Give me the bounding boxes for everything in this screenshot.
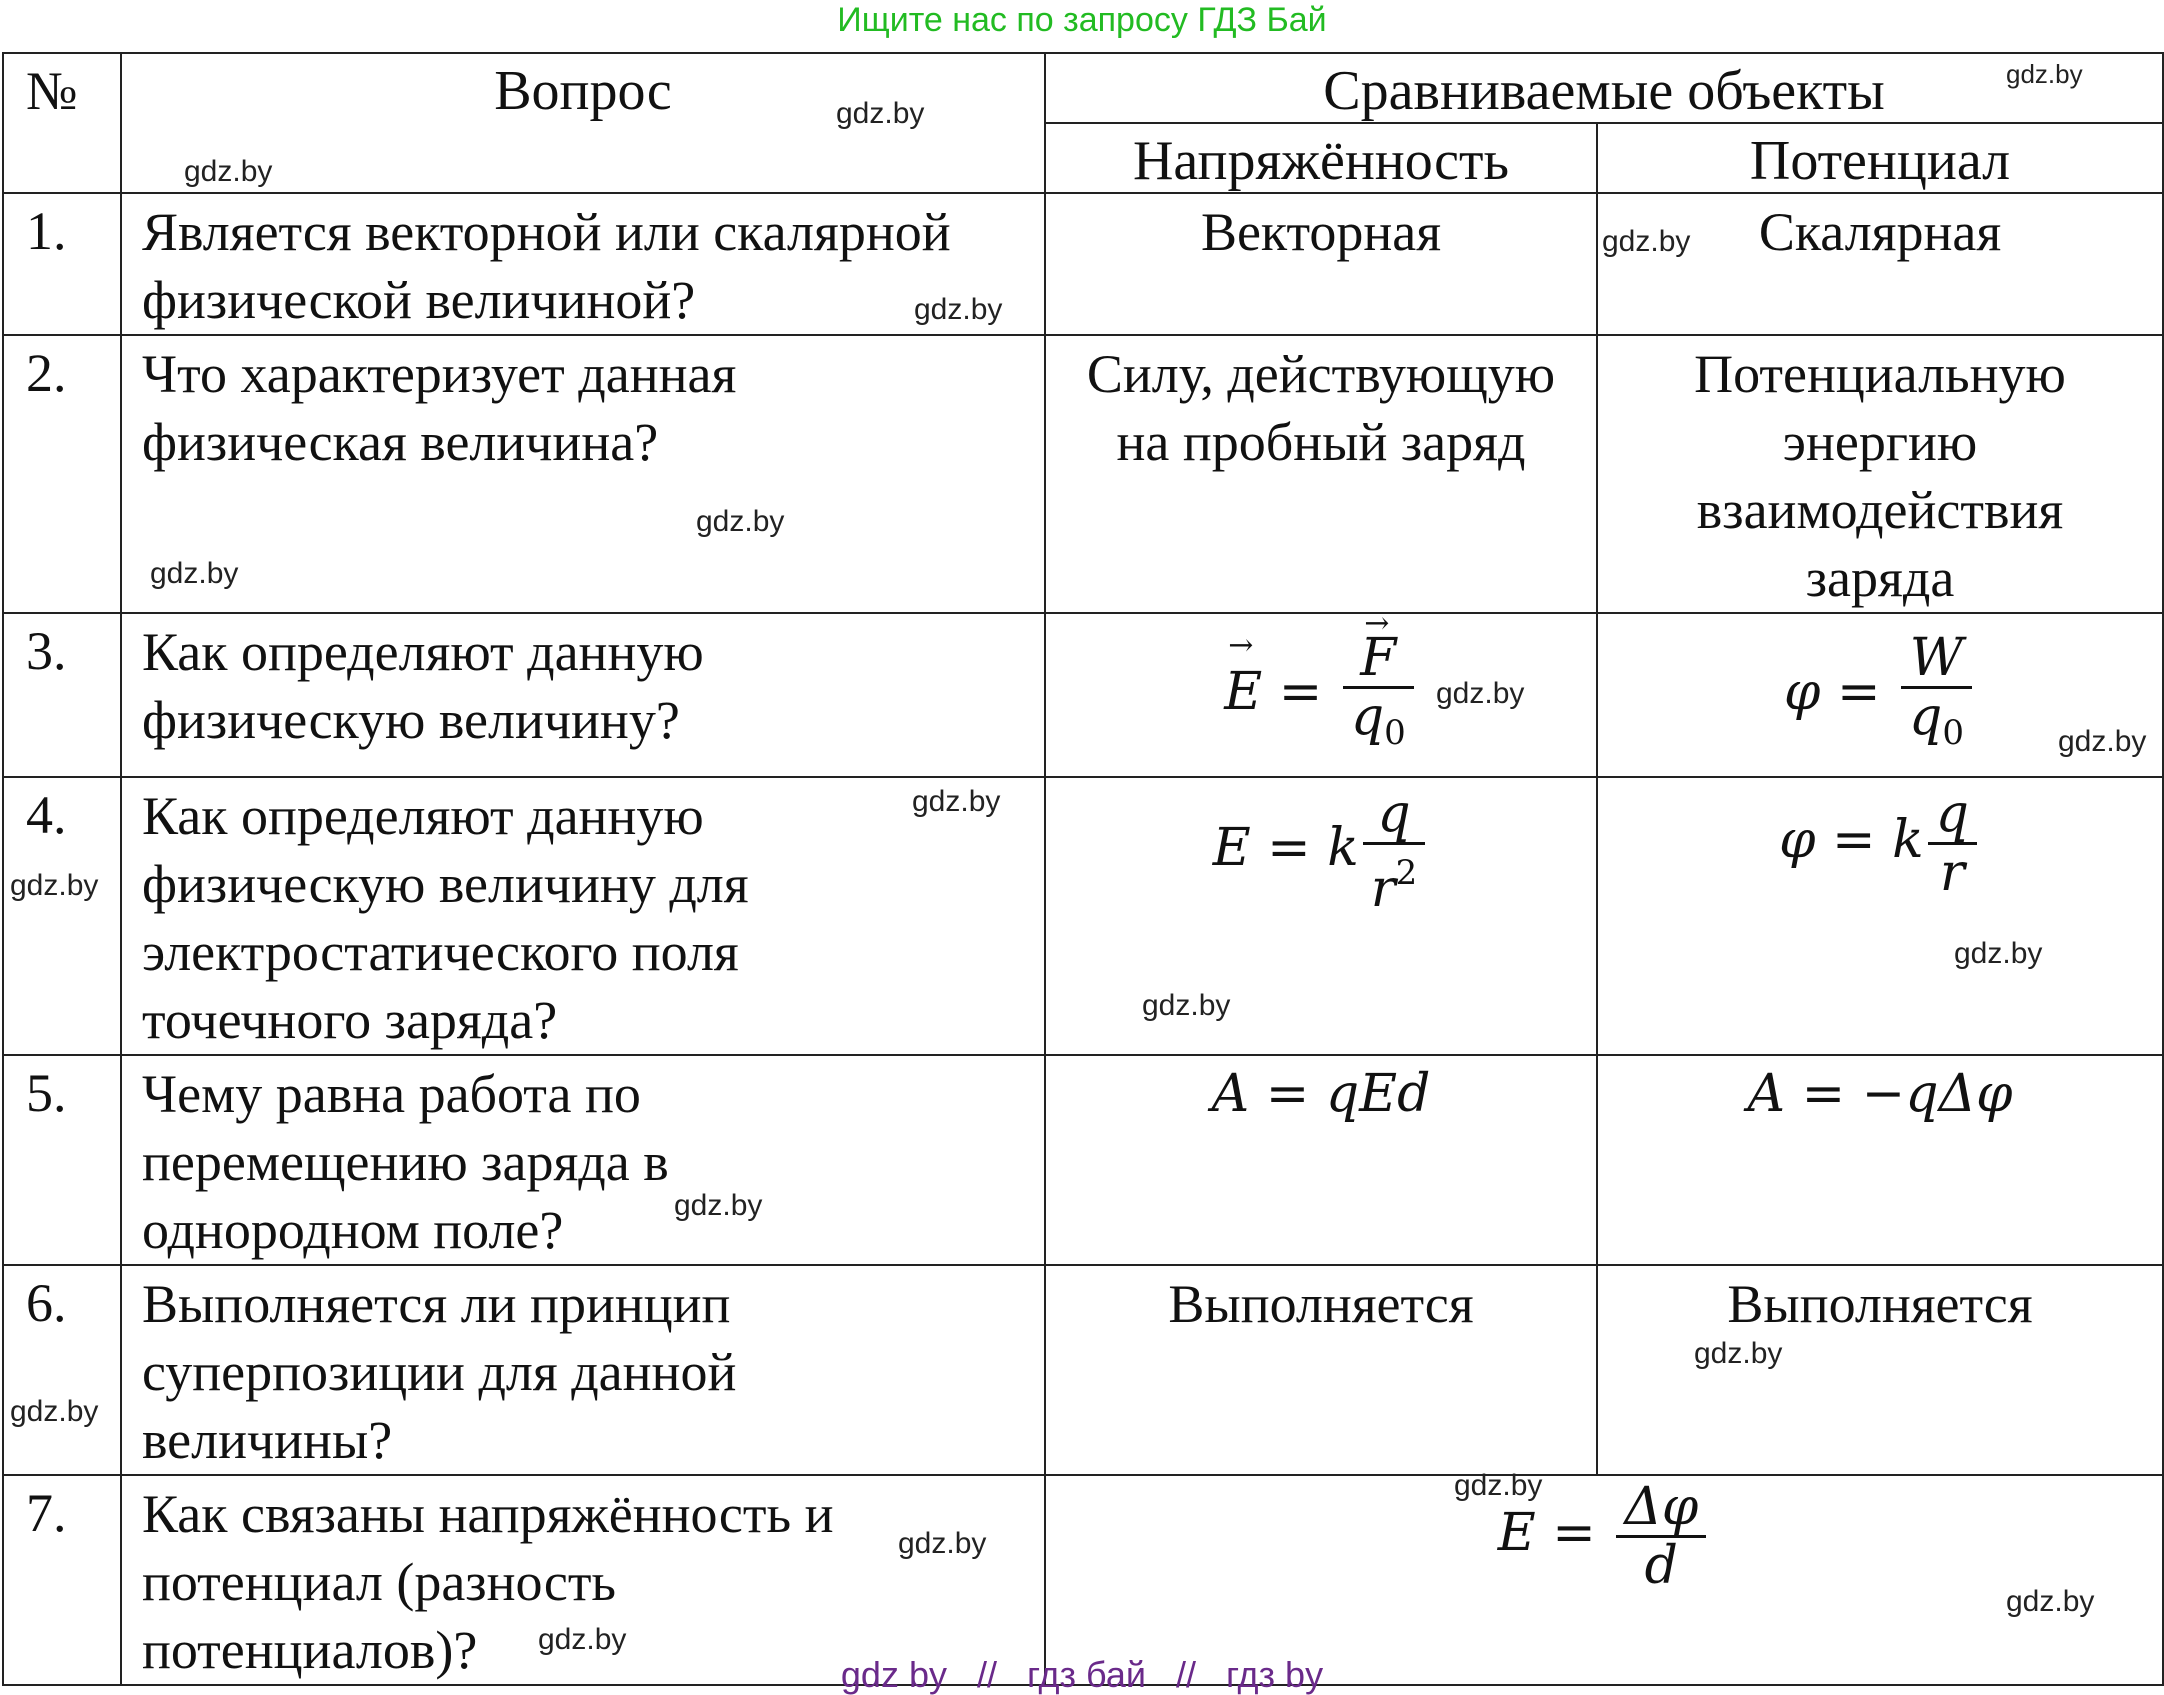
header-potential: Потенциал (1597, 123, 2163, 193)
intensity-answer: Силу, действующую на пробный заряд (1045, 335, 1597, 613)
watermark: gdz.by (1954, 937, 2043, 970)
potential-formula: A = −qΔφ (1597, 1055, 2163, 1265)
intensity-answer: Выполняется (1045, 1265, 1597, 1475)
banner-separator: // (977, 1654, 998, 1695)
banner-text: гдз by (1226, 1654, 1324, 1695)
intensity-formula: → E = → $\frac{F}{q_0}$ gdz.by (1045, 613, 1597, 777)
header-intensity: Напряжённость (1045, 123, 1597, 193)
watermark: gdz.by (898, 1527, 987, 1560)
watermark: gdz.by (10, 869, 99, 902)
bottom-banner (0, 1655, 2164, 1695)
banner-text: gdz by (840, 1654, 947, 1695)
watermark: gdz.by (184, 155, 273, 188)
watermark: gdz.by (1142, 989, 1231, 1022)
question-cell: Что характеризует данная физическая величина? gdz.by gdz.by (121, 335, 1045, 613)
top-banner: Ищите нас по запросу ГДЗ Бай (837, 1, 1327, 39)
relation-formula: E = $\frac{\Delta\varphi}{d}$ gdz.by gdz.by (1045, 1475, 2163, 1685)
intensity-answer: Векторная (1045, 193, 1597, 335)
watermark: gdz.by (10, 1395, 99, 1428)
potential-formula: φ = k $\frac{q}{r}$ gdz.by (1597, 777, 2163, 1055)
question-cell: Является векторной или скалярной физической величиной? gdz.by (121, 193, 1045, 335)
potential-answer: Скалярная gdz.by (1597, 193, 2163, 335)
watermark: gdz.by (2058, 725, 2147, 758)
header-compared-objects: Сравниваемые объекты gdz.by (1045, 53, 2163, 123)
comparison-table (2, 52, 2164, 1686)
watermark: gdz.by (1436, 677, 1525, 710)
intensity-formula: E = k $\frac{q}{r^2}$ gdz.by (1045, 777, 1597, 1055)
watermark: gdz.by (912, 785, 1001, 818)
watermark: gdz.by (2006, 1585, 2095, 1618)
header-number: № (3, 53, 121, 193)
watermark: gdz.by (836, 97, 925, 130)
watermark: gdz.by (538, 1623, 627, 1656)
banner-separator: // (1176, 1654, 1197, 1695)
question-cell: Выполняется ли принцип суперпозиции для данной величины? (121, 1265, 1045, 1475)
watermark: gdz.by (2006, 59, 2083, 89)
banner-text: гдз бай (1027, 1654, 1146, 1695)
potential-answer: Потенциальную энергию взаимодействия заряда (1597, 335, 2163, 613)
row-number: 5. (3, 1055, 121, 1265)
header-question: Вопрос gdz.by gdz.by (121, 53, 1045, 193)
row-number: 7. (3, 1475, 121, 1685)
row-number: 6. gdz.by (3, 1265, 121, 1475)
table-row (3, 1265, 2163, 1475)
watermark: gdz.by (1602, 225, 1691, 258)
watermark: gdz.by (674, 1189, 763, 1222)
table-row (3, 193, 2163, 335)
question-cell: Чему равна работа по перемещению заряда в однородном поле? gdz.by (121, 1055, 1045, 1265)
question-cell: Как определяют данную физическую величину для электростатического поля точечного заряда? gdz.by (121, 777, 1045, 1055)
watermark: gdz.by (1454, 1469, 1543, 1502)
watermark: gdz.by (914, 293, 1003, 326)
question-cell: Как связаны напряжённость и потенциал (разность потенциалов)? gdz.by gdz.by (121, 1475, 1045, 1685)
row-number: 4. gdz.by (3, 777, 121, 1055)
table-row (3, 613, 2163, 777)
table-row (3, 335, 2163, 613)
potential-formula: φ = $\frac{W}{q_0}$ gdz.by (1597, 613, 2163, 777)
table-row (3, 777, 2163, 1055)
potential-answer: Выполняется gdz.by (1597, 1265, 2163, 1475)
row-number: 1. (3, 193, 121, 335)
row-number: 2. (3, 335, 121, 613)
question-cell: Как определяют данную физическую величину? (121, 613, 1045, 777)
watermark: gdz.by (1694, 1337, 1783, 1370)
watermark: gdz.by (696, 505, 785, 538)
table-row (3, 1055, 2163, 1265)
intensity-formula: A = qEd (1045, 1055, 1597, 1265)
watermark: gdz.by (150, 557, 239, 590)
row-number: 3. (3, 613, 121, 777)
